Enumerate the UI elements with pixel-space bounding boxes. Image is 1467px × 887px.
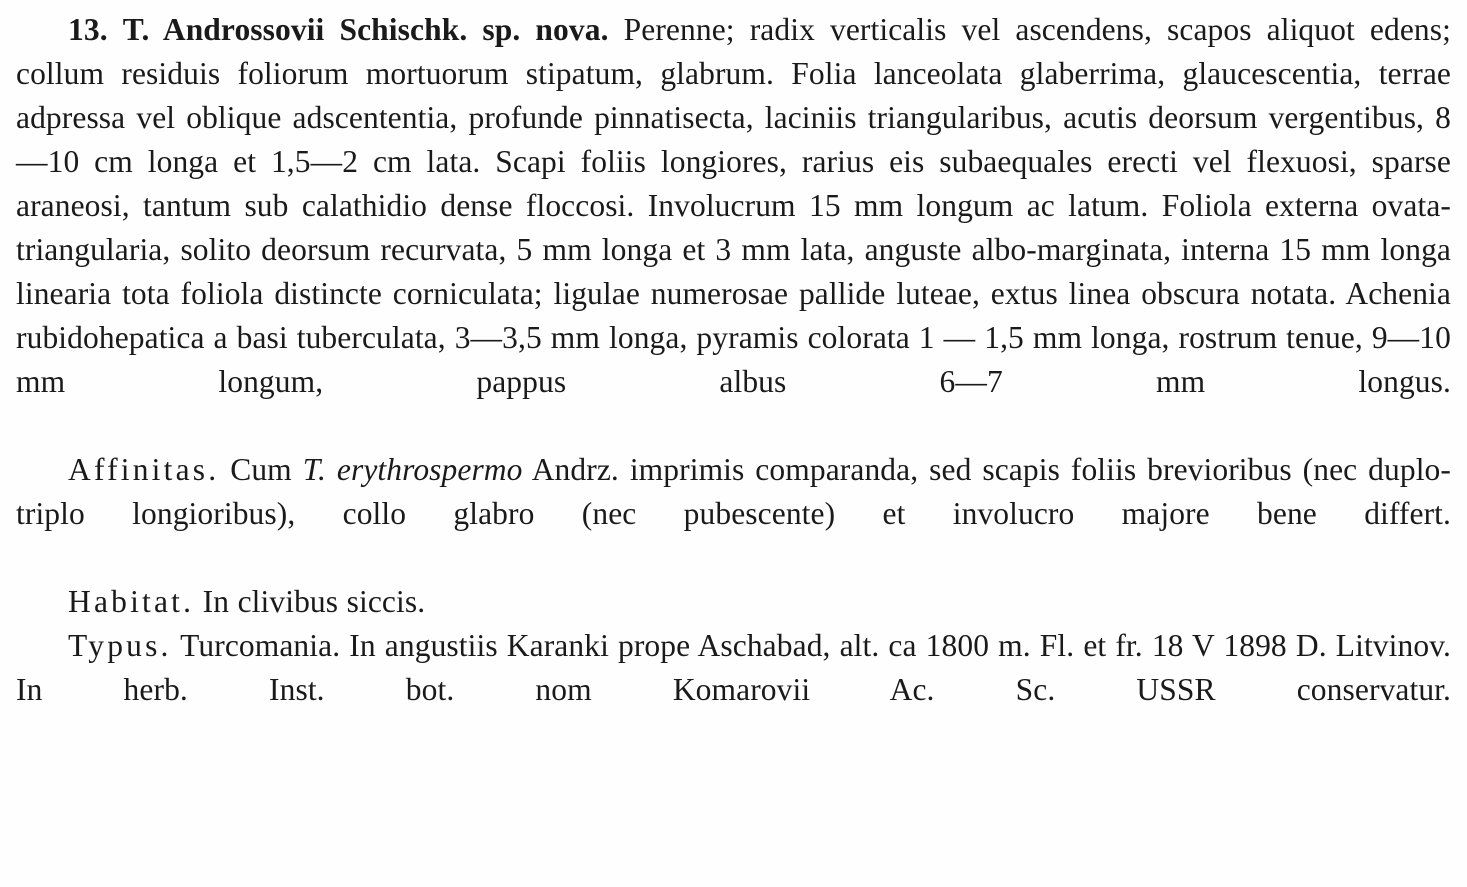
habitat-label: Habitat.	[68, 584, 195, 619]
typus-label: Typus.	[68, 628, 172, 663]
taxon-description-text: Perenne; radix verticalis vel ascendens, scapos aliquot edens; collum residuis foliorum mortuorum stipatum, glabrum. Folia lanceolata glaberrima, glaucescentia, terrae adpressa vel oblique adscententia, profunde pinnatisecta, laciniis triangularibus, acutis deorsum vergentibus, 8—10 cm longa et 1,5—2 cm lata. Scapi foliis longiores, rarius eis subaequales erecti vel flexuosi, sparse araneosi, tantum sub calathidio dense floccosi. Involucrum 15 mm longum ac latum. Foliola externa ovata-triangularia, solito deorsum recurvata, 5 mm longa et 3 mm lata, anguste albo-marginata, interna 15 mm longa linearia tota foliola distincte corniculata; ligulae numerosae pallide luteae, extus linea obscura notata. Achenia rubidohepatica a basi tuberculata, 3—3,5 mm longa, pyramis colorata 1 — 1,5 mm longa, rostrum tenue, 9—10 mm longum, pappus albus 6—7 mm longus.	[16, 12, 1451, 399]
typus-text: Turcomania. In angustiis Karanki prope Aschabad, alt. ca 1800 m. Fl. et fr. 18 V 1898 D. Litvinov. In herb. Inst. bot. nom Komarovii Ac. Sc. USSR conservatur.	[16, 628, 1451, 707]
entry-number: 13.	[68, 12, 108, 47]
taxon-description-paragraph	[16, 8, 1451, 448]
affinitas-label: Affinitas.	[68, 452, 220, 487]
taxon-heading: T. Androssovii Schischk. sp. nova.	[122, 12, 609, 47]
affinitas-species-name: T. erythrospermo	[302, 452, 523, 487]
affinitas-text-after: Andrz. imprimis comparanda, sed scapis foliis brevioribus (nec duplo-triplo longioribus), collo glabro (nec pubescente) et involucro majore bene differt.	[16, 452, 1452, 531]
habitat-paragraph	[16, 580, 1451, 624]
typus-paragraph	[16, 624, 1451, 756]
habitat-text: In clivibus siccis.	[194, 584, 426, 619]
affinitas-paragraph	[16, 448, 1451, 580]
document-body	[16, 8, 1451, 756]
affinitas-text-before: Cum	[230, 452, 303, 487]
